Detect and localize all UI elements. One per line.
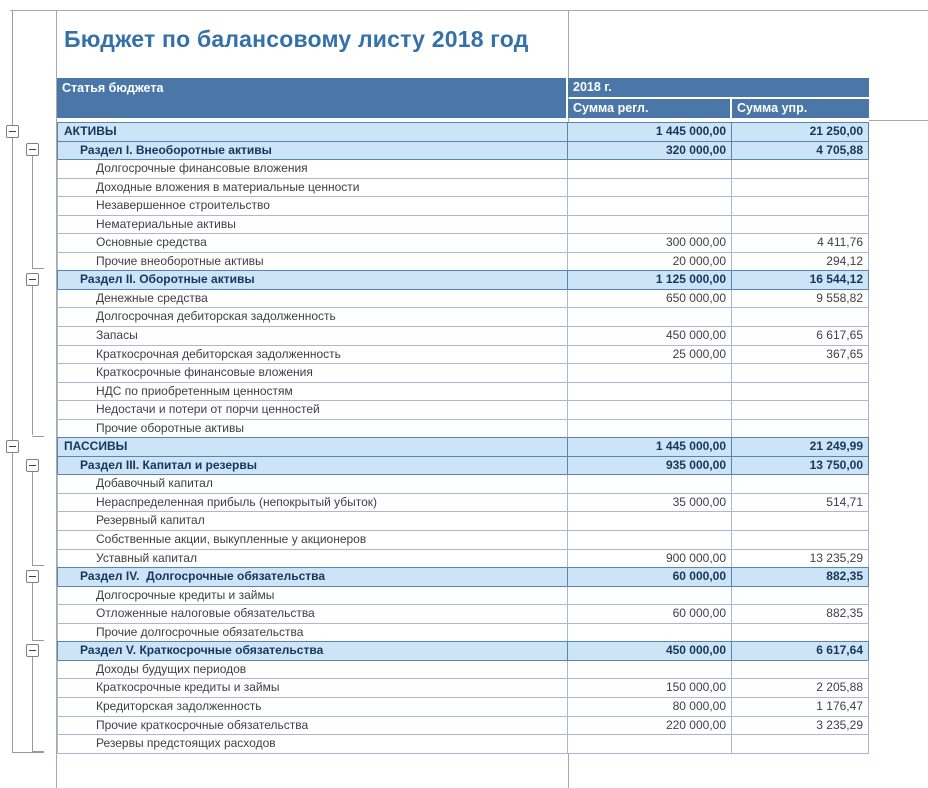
- amount-regl-cell[interactable]: [568, 587, 732, 605]
- budget-item-label[interactable]: Кредиторская задолженность: [58, 698, 568, 716]
- amount-upr-cell[interactable]: 3 235,29: [816, 717, 863, 732]
- tree-elbow: [32, 640, 44, 641]
- group-collapse-toggle[interactable]: [6, 125, 19, 138]
- budget-item-label[interactable]: Основные средства: [58, 234, 568, 252]
- table-row[interactable]: [57, 678, 869, 697]
- amount-regl-cell[interactable]: 220 000,00: [568, 717, 732, 735]
- amount-upr-cell[interactable]: 1 176,47: [816, 698, 863, 713]
- budget-item-label[interactable]: Раздел I. Внеоборотные активы: [58, 142, 568, 160]
- amount-upr-cell[interactable]: [732, 364, 868, 382]
- table-row[interactable]: [57, 419, 869, 438]
- amount-upr-cell[interactable]: [732, 308, 868, 326]
- amount-upr-cell[interactable]: 367,65: [826, 346, 863, 361]
- table-row[interactable]: [57, 122, 869, 141]
- table-row[interactable]: [57, 345, 869, 364]
- table-row[interactable]: [57, 660, 869, 679]
- amount-regl-cell[interactable]: [568, 216, 732, 234]
- amount-upr-cell[interactable]: [732, 475, 868, 493]
- amount-regl-cell[interactable]: 900 000,00: [568, 550, 732, 568]
- budget-item-label[interactable]: Доходы будущих периодов: [58, 661, 568, 679]
- amount-regl-cell[interactable]: [568, 475, 732, 493]
- tree-connector-line: [32, 583, 33, 640]
- budget-table: [57, 78, 869, 754]
- minus-icon: [29, 149, 36, 150]
- table-row[interactable]: [57, 641, 869, 660]
- minus-icon: [9, 446, 16, 447]
- table-row[interactable]: [57, 178, 869, 197]
- table-row[interactable]: [57, 549, 869, 568]
- table-row[interactable]: [57, 215, 869, 234]
- group-collapse-toggle[interactable]: [26, 143, 39, 156]
- table-row[interactable]: [57, 530, 869, 549]
- amount-regl-cell[interactable]: [568, 420, 732, 438]
- table-row[interactable]: [57, 196, 869, 215]
- budget-item-label[interactable]: Долгосрочные финансовые вложения: [58, 160, 568, 178]
- table-row[interactable]: [57, 437, 869, 456]
- amount-upr-cell[interactable]: [732, 197, 868, 215]
- minus-icon: [29, 650, 36, 651]
- amount-regl-cell[interactable]: 20 000,00: [568, 253, 732, 271]
- budget-item-label[interactable]: Нераспределенная прибыль (непокрытый убыток): [58, 494, 568, 512]
- table-row[interactable]: [57, 326, 869, 345]
- budget-item-label[interactable]: Добавочный капитал: [58, 475, 568, 493]
- table-row[interactable]: [57, 697, 869, 716]
- group-collapse-toggle[interactable]: [26, 644, 39, 657]
- budget-item-label[interactable]: Раздел II. Оборотные активы: [58, 271, 568, 289]
- budget-item-label[interactable]: АКТИВЫ: [58, 123, 568, 141]
- amount-upr-cell[interactable]: 21 249,99: [809, 439, 863, 454]
- table-row[interactable]: [57, 586, 869, 605]
- amount-regl-cell[interactable]: 450 000,00: [568, 327, 732, 345]
- tree-connector-line: [32, 156, 33, 268]
- amount-regl-cell[interactable]: [568, 160, 732, 178]
- amount-upr-cell[interactable]: 16 544,12: [809, 272, 863, 287]
- amount-regl-cell[interactable]: 1 445 000,00: [568, 438, 732, 456]
- amount-regl-cell[interactable]: 1 125 000,00: [568, 271, 732, 289]
- budget-item-label[interactable]: Долгосрочные кредиты и займы: [58, 587, 568, 605]
- amount-regl-cell[interactable]: [568, 531, 732, 549]
- tree-elbow: [32, 436, 44, 437]
- tree-bracket-bottom: [12, 752, 44, 753]
- table-row[interactable]: [57, 289, 869, 308]
- amount-upr-cell[interactable]: 294,12: [826, 253, 863, 268]
- amount-regl-cell[interactable]: [568, 661, 732, 679]
- group-collapse-toggle[interactable]: [26, 273, 39, 286]
- amount-regl-cell[interactable]: 450 000,00: [568, 642, 732, 660]
- amount-regl-cell[interactable]: 80 000,00: [568, 698, 732, 716]
- budget-item-label[interactable]: НДС по приобретенным ценностям: [58, 383, 568, 401]
- amount-regl-cell[interactable]: [568, 179, 732, 197]
- amount-upr-cell[interactable]: [732, 735, 868, 753]
- amount-regl-cell[interactable]: 25 000,00: [568, 346, 732, 364]
- minus-icon: [9, 131, 16, 132]
- grid-guide-right: [869, 120, 928, 121]
- tree-connector-line: [32, 657, 33, 751]
- col-header-year: 2018 г.: [568, 78, 869, 97]
- table-row[interactable]: [57, 567, 869, 586]
- budget-item-label[interactable]: Краткосрочные финансовые вложения: [58, 364, 568, 382]
- table-header: [57, 78, 869, 118]
- amount-regl-cell[interactable]: 60 000,00: [568, 605, 732, 623]
- budget-item-label[interactable]: Прочие долгосрочные обязательства: [58, 624, 568, 642]
- minus-icon: [29, 279, 36, 280]
- amount-upr-cell[interactable]: 2 205,88: [816, 680, 863, 695]
- minus-icon: [29, 576, 36, 577]
- amount-upr-cell[interactable]: 13 235,29: [809, 550, 863, 565]
- amount-upr-cell[interactable]: [732, 512, 868, 530]
- amount-regl-cell[interactable]: 150 000,00: [568, 679, 732, 697]
- col-header-item: Статья бюджета: [57, 78, 566, 118]
- amount-upr-cell[interactable]: [732, 420, 868, 438]
- amount-regl-cell[interactable]: [568, 383, 732, 401]
- budget-item-label[interactable]: Прочие внеоборотные активы: [58, 253, 568, 271]
- tree-connector-line: [32, 286, 33, 436]
- amount-upr-cell[interactable]: [732, 661, 868, 679]
- tree-elbow: [32, 268, 44, 269]
- minus-icon: [29, 465, 36, 466]
- amount-upr-cell[interactable]: [732, 531, 868, 549]
- budget-item-label[interactable]: Уставный капитал: [58, 550, 568, 568]
- table-row[interactable]: [57, 400, 869, 419]
- table-row[interactable]: [57, 363, 869, 382]
- budget-item-label[interactable]: ПАССИВЫ: [58, 438, 568, 456]
- amount-regl-cell[interactable]: [568, 512, 732, 530]
- amount-regl-cell[interactable]: 300 000,00: [568, 234, 732, 252]
- amount-upr-cell[interactable]: 6 617,65: [816, 328, 863, 343]
- amount-upr-cell[interactable]: [732, 216, 868, 234]
- amount-regl-cell[interactable]: [568, 624, 732, 642]
- table-row[interactable]: [57, 270, 869, 289]
- amount-upr-cell[interactable]: 4 705,88: [816, 142, 863, 157]
- amount-upr-cell[interactable]: 13 750,00: [809, 457, 863, 472]
- budget-item-label[interactable]: Раздел IV. Долгосрочные обязательства: [58, 568, 568, 586]
- budget-item-label[interactable]: Резервы предстоящих расходов: [58, 735, 568, 753]
- amount-regl-cell[interactable]: [568, 197, 732, 215]
- amount-upr-cell[interactable]: [732, 587, 868, 605]
- amount-regl-cell[interactable]: [568, 401, 732, 419]
- amount-regl-cell[interactable]: 650 000,00: [568, 290, 732, 308]
- amount-upr-cell[interactable]: 514,71: [826, 494, 863, 509]
- table-row[interactable]: [57, 734, 869, 753]
- col-header-upr: Сумма упр.: [732, 99, 869, 118]
- amount-regl-cell[interactable]: 60 000,00: [568, 568, 732, 586]
- amount-upr-cell[interactable]: [732, 383, 868, 401]
- table-row[interactable]: [57, 474, 869, 493]
- budget-item-label[interactable]: Краткосрочные кредиты и займы: [58, 679, 568, 697]
- budget-item-label[interactable]: Резервный капитал: [58, 512, 568, 530]
- grid-guide-top: [10, 10, 928, 11]
- budget-item-label[interactable]: Отложенные налоговые обязательства: [58, 605, 568, 623]
- table-body: [57, 122, 869, 754]
- table-row[interactable]: [57, 493, 869, 512]
- amount-upr-cell[interactable]: [732, 401, 868, 419]
- amount-regl-cell[interactable]: 935 000,00: [568, 457, 732, 475]
- amount-regl-cell[interactable]: [568, 364, 732, 382]
- table-row[interactable]: [57, 141, 869, 160]
- budget-item-label[interactable]: Собственные акции, выкупленные у акционеров: [58, 531, 568, 549]
- table-row[interactable]: [57, 233, 869, 252]
- amount-upr-cell[interactable]: [732, 624, 868, 642]
- table-row[interactable]: [57, 382, 869, 401]
- amount-regl-cell[interactable]: 1 445 000,00: [568, 123, 732, 141]
- budget-item-label[interactable]: Нематериальные активы: [58, 216, 568, 234]
- budget-item-label[interactable]: Недостачи и потери от порчи ценностей: [58, 401, 568, 419]
- tree-elbow: [32, 751, 44, 752]
- table-row[interactable]: [57, 623, 869, 642]
- table-row[interactable]: [57, 252, 869, 271]
- budget-item-label[interactable]: Раздел III. Капитал и резервы: [58, 457, 568, 475]
- amount-upr-cell[interactable]: [732, 160, 868, 178]
- report-title: Бюджет по балансовому листу 2018 год: [64, 26, 529, 52]
- budget-item-label[interactable]: Доходные вложения в материальные ценности: [58, 179, 568, 197]
- table-row[interactable]: [57, 716, 869, 735]
- tree-elbow: [32, 565, 44, 566]
- budget-item-label[interactable]: Раздел V. Краткосрочные обязательства: [58, 642, 568, 660]
- budget-item-label[interactable]: Денежные средства: [58, 290, 568, 308]
- group-collapse-toggle[interactable]: [26, 570, 39, 583]
- amount-regl-cell[interactable]: 320 000,00: [568, 142, 732, 160]
- amount-upr-cell[interactable]: 21 250,00: [809, 124, 863, 138]
- budget-item-label[interactable]: Долгосрочная дебиторская задолженность: [58, 308, 568, 326]
- table-row[interactable]: [57, 456, 869, 475]
- amount-regl-cell[interactable]: 35 000,00: [568, 494, 732, 512]
- amount-upr-cell[interactable]: 882,35: [826, 606, 863, 621]
- group-collapse-toggle[interactable]: [26, 459, 39, 472]
- amount-regl-cell[interactable]: [568, 735, 732, 753]
- budget-item-label[interactable]: Прочие краткосрочные обязательства: [58, 717, 568, 735]
- amount-regl-cell[interactable]: [568, 308, 732, 326]
- budget-item-label[interactable]: Запасы: [58, 327, 568, 345]
- table-row[interactable]: [57, 307, 869, 326]
- amount-upr-cell[interactable]: 9 558,82: [816, 290, 863, 305]
- amount-upr-cell[interactable]: 6 617,64: [816, 643, 863, 658]
- budget-item-label[interactable]: Незавершенное строительство: [58, 197, 568, 215]
- amount-upr-cell[interactable]: 4 411,76: [817, 235, 863, 250]
- amount-upr-cell[interactable]: [732, 179, 868, 197]
- group-collapse-toggle[interactable]: [6, 440, 19, 453]
- table-row[interactable]: [57, 511, 869, 530]
- table-row[interactable]: [57, 159, 869, 178]
- budget-item-label[interactable]: Прочие оборотные активы: [58, 420, 568, 438]
- amount-upr-cell[interactable]: 882,35: [826, 569, 863, 584]
- col-header-regl: Сумма регл.: [568, 99, 730, 118]
- table-row[interactable]: [57, 604, 869, 623]
- tree-connector-line: [32, 472, 33, 566]
- budget-item-label[interactable]: Краткосрочная дебиторская задолженность: [58, 346, 568, 364]
- tree-connector-line: [12, 10, 13, 752]
